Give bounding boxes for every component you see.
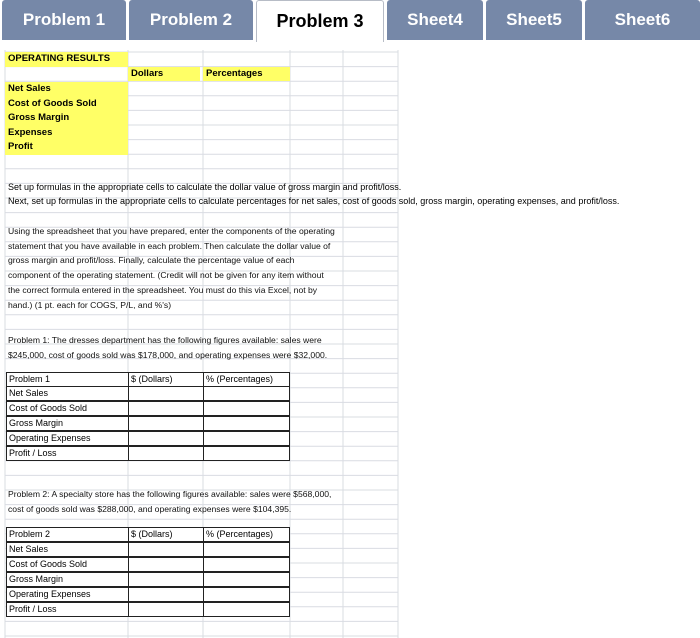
problem2-opex-percent[interactable] [203,587,290,602]
problem1-desc-line: $245,000, cost of goods sold was $178,000, and operating expenses were $32,000. [8,349,328,360]
problem1-net-sales-dollars[interactable] [128,386,204,401]
problem1-dollars-header[interactable]: $ (Dollars) [128,372,204,387]
task-line: hand.) (1 pt. each for COGS, P/L, and %'s) [8,299,172,310]
problem2-table-header[interactable]: Problem 2 [6,527,129,542]
instruction-line-2[interactable]: Next, set up formulas in the appropriate cells to calculate percentages for net sales, cost of goods sold, gross margin, operating expenses, and profit/loss. [8,196,620,206]
task-line: component of the operating statement. (Credit will not be given for any item without [8,270,324,281]
problem2-cogs-dollars[interactable] [128,557,204,572]
problem2-net-sales-percent[interactable] [203,542,290,557]
sheet-tab-bar [0,0,700,44]
row-expenses[interactable]: Expenses [5,126,128,141]
problem2-profit-dollars[interactable] [128,602,204,617]
problem1-row-label[interactable]: Net Sales [6,386,129,401]
problem1-gross-margin-percent[interactable] [203,416,290,431]
problem1-opex-dollars[interactable] [128,431,204,446]
problem2-gross-margin-dollars[interactable] [128,572,204,587]
problem1-row-label[interactable]: Cost of Goods Sold [6,401,129,416]
task-line: gross margin and profit/loss. Finally, calculate the percentage value of each [8,255,295,266]
row-cogs[interactable]: Cost of Goods Sold [5,97,128,112]
problem2-row-label[interactable]: Net Sales [6,542,129,557]
problem1-row-label[interactable]: Gross Margin [6,416,129,431]
problem2-cogs-percent[interactable] [203,557,290,572]
problem2-row-label[interactable]: Operating Expenses [6,587,129,602]
task-line: the correct formula entered in the spreadsheet. You must do this via Excel, not by [8,284,318,295]
task-line: Using the spreadsheet that you have prepared, enter the components of the operating [8,226,335,236]
problem2-row-label[interactable]: Profit / Loss [6,602,129,617]
problem2-row-label[interactable]: Cost of Goods Sold [6,557,129,572]
problem2-row-label[interactable]: Gross Margin [6,572,129,587]
problem1-row-label[interactable]: Operating Expenses [6,431,129,446]
problem2-opex-dollars[interactable] [128,587,204,602]
problem1-gross-margin-dollars[interactable] [128,416,204,431]
problem1-net-sales-percent[interactable] [203,386,290,401]
problem2-net-sales-dollars[interactable] [128,542,204,557]
problem2-profit-percent[interactable] [203,602,290,617]
problem1-cogs-dollars[interactable] [128,401,204,416]
problem2-percent-header[interactable]: % (Percentages) [203,527,290,542]
problem1-desc-line: Problem 1: The dresses department has the following figures available: sales were [8,335,322,345]
problem2-desc-line: cost of goods sold was $288,000, and operating expenses were $104,395. [8,503,292,514]
problem1-cogs-percent[interactable] [203,401,290,416]
spreadsheet-area[interactable] [0,44,700,638]
problem2-gross-margin-percent[interactable] [203,572,290,587]
problem1-profit-percent[interactable] [203,446,290,461]
row-net-sales[interactable]: Net Sales [5,82,128,97]
tab-sheet5[interactable]: Sheet5 [486,0,582,40]
tab-problem-1[interactable]: Problem 1 [2,0,126,40]
operating-results-title[interactable]: OPERATING RESULTS [5,52,128,67]
problem1-profit-dollars[interactable] [128,446,204,461]
problem1-percent-header[interactable]: % (Percentages) [203,372,290,387]
col-dollars-header[interactable]: Dollars [128,67,200,81]
problem2-description[interactable] [8,487,331,516]
tab-problem-3[interactable]: Problem 3 [256,0,384,42]
instruction-line-1[interactable]: Set up formulas in the appropriate cells to calculate the dollar value of gross margin and profit/loss. [8,182,402,192]
col-percentages-header[interactable]: Percentages [203,67,290,81]
tab-sheet6[interactable]: Sheet6 [585,0,700,40]
row-profit[interactable]: Profit [5,140,128,155]
problem2-dollars-header[interactable]: $ (Dollars) [128,527,204,542]
task-line: statement that you have available in each problem. Then calculate the dollar value of [8,240,331,251]
row-gross-margin[interactable]: Gross Margin [5,111,128,126]
problem1-description[interactable] [8,333,327,362]
problem1-row-label[interactable]: Profit / Loss [6,446,129,461]
tab-sheet4[interactable]: Sheet4 [387,0,483,40]
tab-problem-2[interactable]: Problem 2 [129,0,253,40]
problem1-opex-percent[interactable] [203,431,290,446]
problem1-table-header[interactable]: Problem 1 [6,372,129,387]
problem2-desc-line: Problem 2: A specialty store has the following figures available: sales were $568,000, [8,489,332,499]
task-instructions[interactable] [8,224,335,312]
